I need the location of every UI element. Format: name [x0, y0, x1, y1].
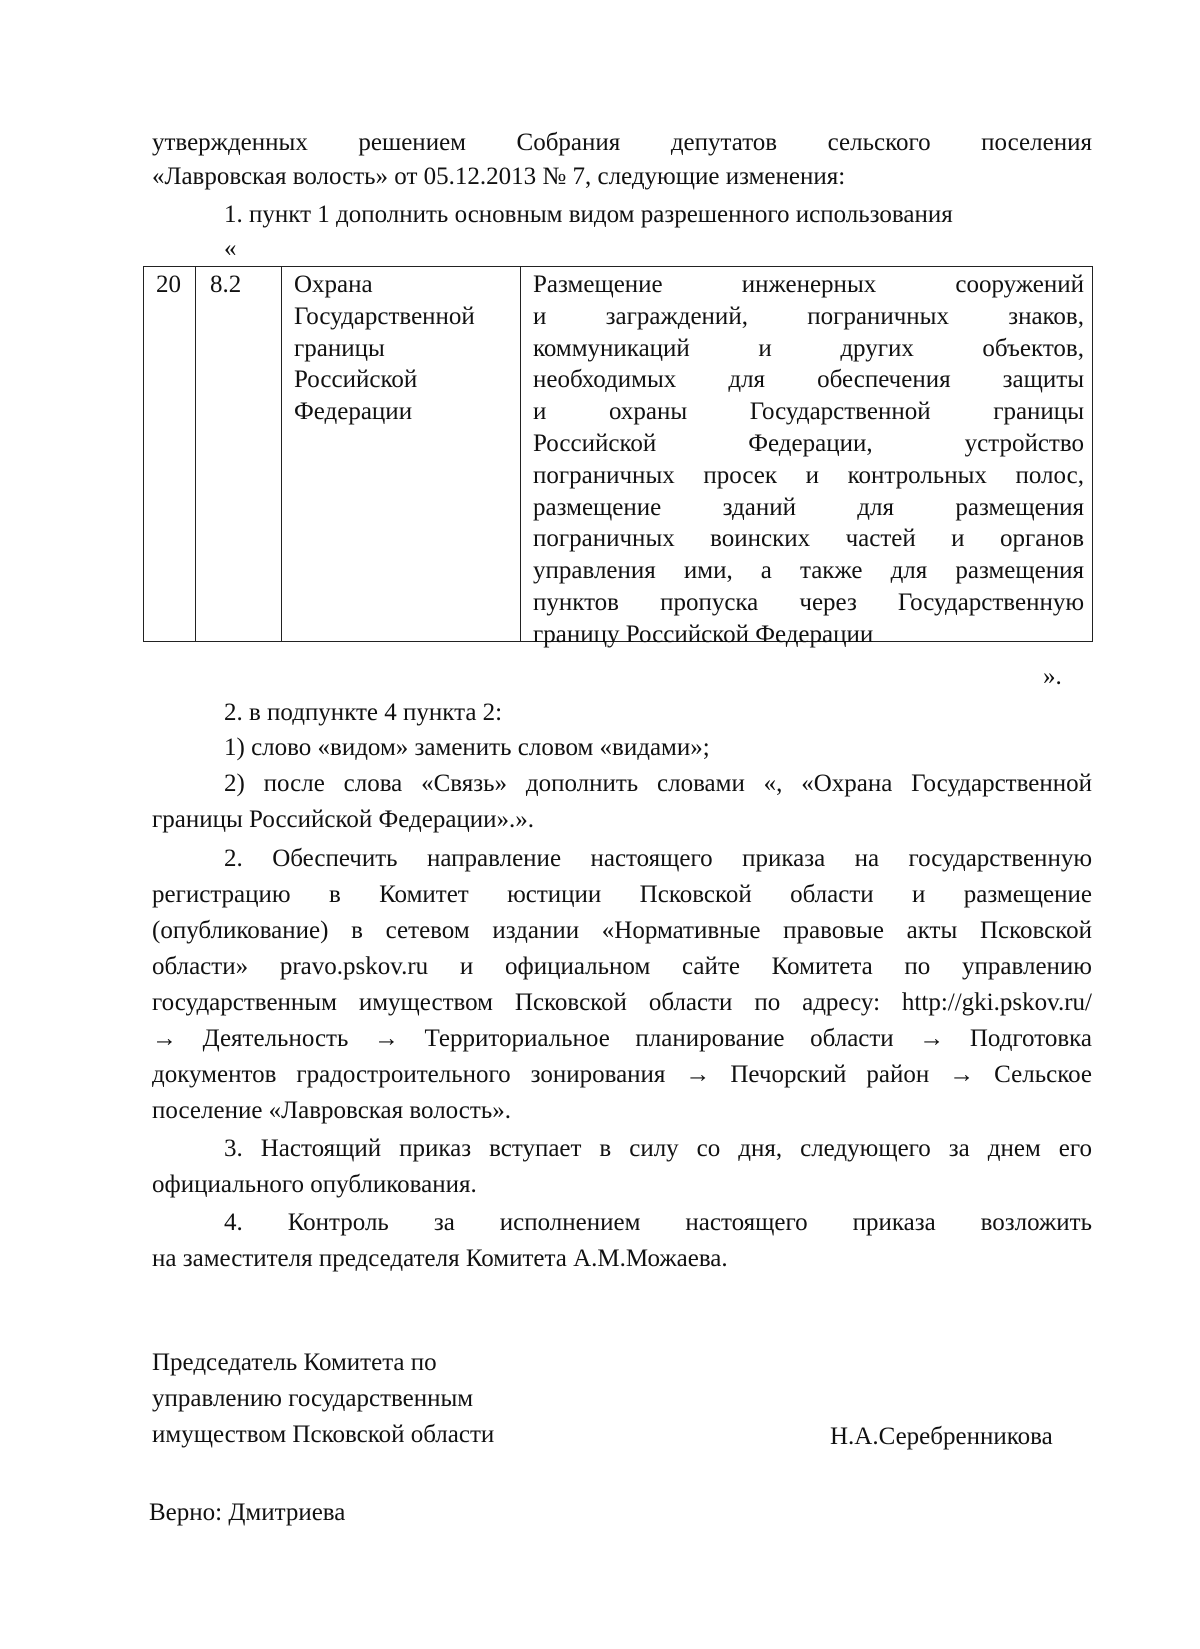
clause-2-line: государственным имуществом Псковской области по адресу: http://gki.pskov.ru/ [152, 989, 1092, 1016]
table-cell-description [533, 269, 1084, 651]
description-line: управления ими, а также для размещения [533, 557, 1084, 585]
clause-4-line: на заместителя председателя Комитета А.М.Можаева. [152, 1245, 728, 1272]
clause-2-line: области» pravo.pskov.ru и официальном сайте Комитета по управлению [152, 953, 1092, 980]
clause-2-line: (опубликование) в сетевом издании «Нормативные правовые акты Псковской [152, 917, 1092, 944]
clause-3-line: 3. Настоящий приказ вступает в силу со дня, следующего за днем его [224, 1135, 1092, 1162]
signatory-title-line: Председатель Комитета по [152, 1349, 437, 1376]
description-line: Российской Федерации, устройство [533, 429, 1084, 457]
description-line: пунктов пропуска через Государственную [533, 588, 1084, 616]
subitem-2-heading: 2. в подпункте 4 пункта 2: [224, 699, 503, 726]
subitem-2-2-line-1: 2) после слова «Связь» дополнить словами «, «Охрана Государственной [224, 770, 1092, 797]
table-column-divider [520, 267, 521, 641]
description-line: и заграждений, пограничных знаков, [533, 302, 1084, 330]
description-line: размещение зданий для размещения [533, 493, 1084, 521]
subitem-2-2-line-2: границы Российской Федерации».». [152, 806, 535, 833]
name-line: Государственной [294, 302, 475, 330]
signatory-title-line: имуществом Псковской области [152, 1421, 495, 1448]
description-line: коммуникаций и других объектов, [533, 334, 1084, 362]
clause-4-line: 4. Контроль за исполнением настоящего приказа возложить [224, 1209, 1092, 1236]
name-line: Федерации [294, 398, 413, 426]
subitem-2-1: 1) слово «видом» заменить словом «видами»; [224, 734, 710, 761]
table-cell-code: 8.2 [210, 271, 242, 298]
close-quote: ». [1043, 663, 1062, 690]
clause-2-line: 2. Обеспечить направление настоящего приказа на государственную [224, 845, 1092, 872]
clause-2-line: документов градостроительного зонирования → Печорский район → Сельское [152, 1061, 1092, 1088]
description-line: границу Российской Федерации [533, 620, 874, 648]
table-column-divider [281, 267, 282, 641]
clause-2-line: регистрацию в Комитет юстиции Псковской области и размещение [152, 881, 1092, 908]
clause-2-line: → Деятельность → Территориальное планирование области → Подготовка [152, 1025, 1092, 1052]
description-line: пограничных просек и контрольных полос, [533, 461, 1084, 489]
name-line: Российской [294, 366, 418, 394]
name-line: Охрана [294, 271, 373, 298]
verified-by: Верно: Дмитриева [149, 1499, 346, 1526]
description-line: пограничных воинских частей и органов [533, 525, 1084, 553]
description-line: необходимых для обеспечения защиты [533, 366, 1084, 394]
signatory-name: Н.А.Серебренникова [830, 1423, 1053, 1450]
table-column-divider [195, 267, 196, 641]
description-line: Размещение инженерных сооружений [533, 271, 1084, 298]
description-line: и охраны Государственной границы [533, 398, 1084, 426]
name-line: границы [294, 334, 385, 362]
table-cell-name [294, 269, 475, 428]
intro-line-2: «Лавровская волость» от 05.12.2013 № 7, следующие изменения: [152, 163, 846, 190]
clause-2-line: поселение «Лавровская волость». [152, 1097, 511, 1124]
clause-3-line: официального опубликования. [152, 1171, 477, 1198]
land-use-table [143, 266, 1093, 648]
intro-line-1: утвержденных решением Собрания депутатов сельского поселения [152, 129, 1092, 156]
table-cell-number: 20 [156, 271, 181, 298]
open-quote: « [224, 235, 237, 262]
item-1-text: 1. пункт 1 дополнить основным видом разрешенного использования [224, 201, 953, 228]
signatory-title-line: управлению государственным [152, 1385, 474, 1412]
